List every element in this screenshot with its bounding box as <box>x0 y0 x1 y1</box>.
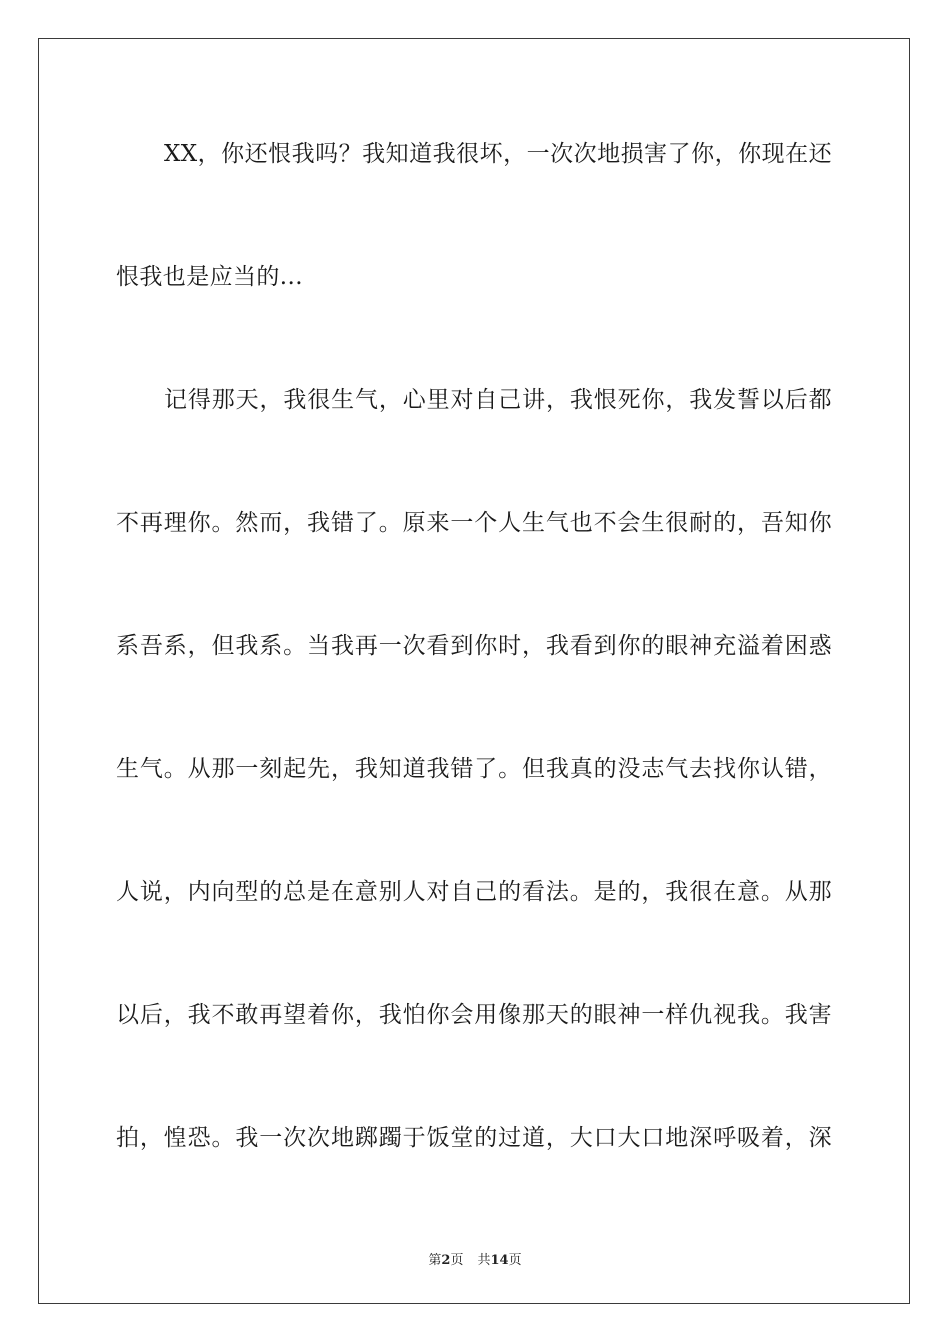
blank-line <box>116 801 832 863</box>
text-line: 不再理你。然而，我错了。原来一个人生气也不会生很耐的，吾知你 <box>116 510 832 536</box>
page-footer <box>0 1249 950 1268</box>
page-suffix: 页 <box>450 1253 464 1268</box>
blank-line <box>116 1047 832 1109</box>
blank-line <box>116 924 832 986</box>
text-line: 恨我也是应当的... <box>116 264 303 290</box>
blank-line <box>116 186 832 248</box>
total-prefix: 共 <box>477 1253 491 1268</box>
text-line: 记得那天，我很生气，心里对自己讲，我恨死你，我发誓以后都 <box>164 387 832 413</box>
page-current: 2 <box>441 1253 451 1268</box>
blank-line <box>116 309 832 371</box>
blank-line <box>116 678 832 740</box>
text-line: 人说，内向型的总是在意别人对自己的看法。是的，我很在意。从那 <box>116 879 832 905</box>
text-line: XX，你还恨我吗？我知道我很坏，一次次地损害了你，你现在还 <box>164 141 832 167</box>
page-prefix: 第 <box>428 1253 442 1268</box>
text-line: 拍，惶恐。我一次次地踯躅于饭堂的过道，大口大口地深呼吸着，深 <box>116 1125 832 1151</box>
blank-line <box>116 432 832 494</box>
page-total: 14 <box>490 1253 509 1268</box>
total-suffix: 页 <box>508 1253 522 1268</box>
text-line: 系吾系，但我系。当我再一次看到你时，我看到你的眼神充溢着困惑 <box>116 633 832 659</box>
text-line: 生气。从那一刻起先，我知道我错了。但我真的没志气去找你认错， <box>116 756 832 782</box>
blank-line <box>116 555 832 617</box>
document-body <box>116 124 832 1170</box>
text-line: 以后，我不敢再望着你，我怕你会用像那天的眼神一样仇视我。我害 <box>116 1002 832 1028</box>
